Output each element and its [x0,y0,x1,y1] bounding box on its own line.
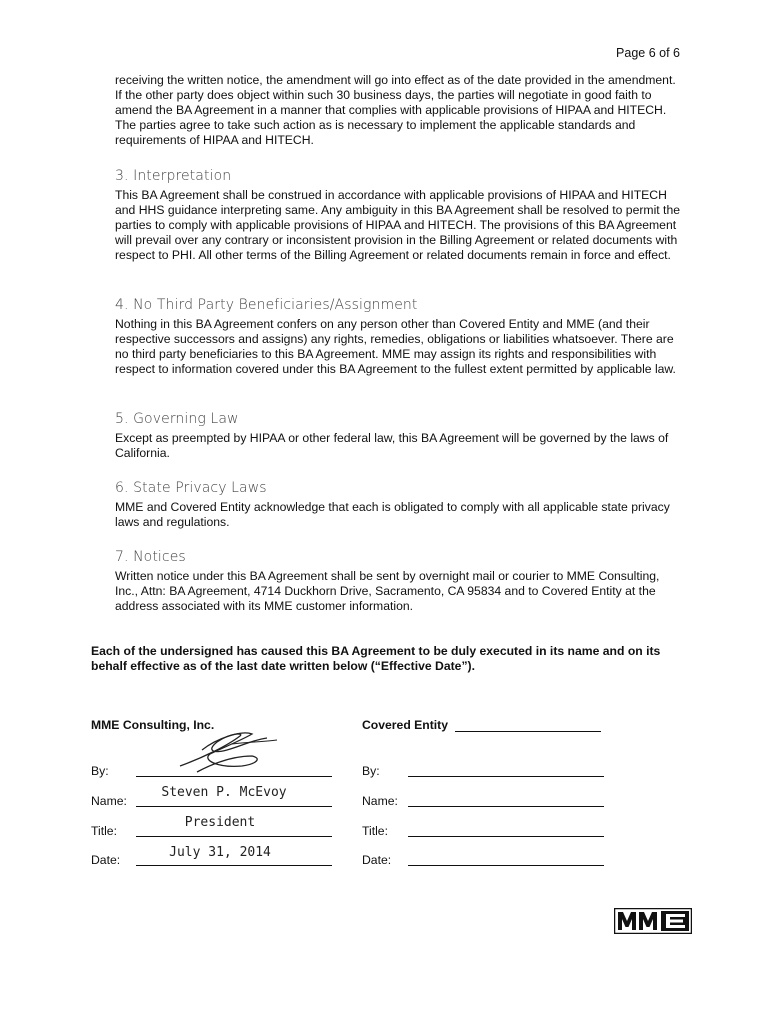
party-name: MME Consulting, Inc. [91,718,215,732]
party-name-line [455,731,601,732]
date-label: Date: [91,853,121,867]
intro-paragraph: receiving the written notice, the amendment will go into effect as of the date provided in the amendment. If the other party does object within such 30 business days, the parties will negotiate in good faith to amend the BA Agreement in a manner that complies with applicable provisions of HIPAA and HITECH. The parties agree to take such action as is necessary to implement the applicable standards and requirements of HIPAA and HITECH. [115,73,676,147]
execution-statement: Each of the undersigned has caused this BA Agreement to be duly executed in its name and on its behalf effective as of the last date written below (“Effective Date”). [91,644,661,673]
section-body: This BA Agreement shall be construed in accordance with applicable provisions of HIPAA and HITECH and HHS guidance interpreting same. Any ambiguity in this BA Agreement shall be resolved to permit the parties to comply with applicable provisions of HIPAA and HITECH. The provisions of this BA Agreement will prevail over any contrary or inconsistent provision in the Billing Agreement or related documents with respect to PHI. All other terms of the Billing Agreement or related documents remain in force and effect. [115,188,680,262]
by-line [136,776,332,777]
section-heading: 3. Interpretation [115,168,232,184]
date-line [408,865,604,866]
by-label: By: [362,764,380,778]
title-label: Title: [362,824,388,838]
date-line [136,865,332,866]
name-value: Steven P. McEvoy [161,785,287,800]
page-number: Page 6 of 6 [616,46,680,60]
title-line [136,836,332,837]
section-heading: 6. State Privacy Laws [115,480,267,496]
party-name: Covered Entity [362,718,449,732]
section-heading: 4. No Third Party Beneficiaries/Assignment [115,297,418,313]
name-label: Name: [362,794,398,808]
section-body: Nothing in this BA Agreement confers on any person other than Covered Entity and MME (and their respective successors and assigns) any rights, remedies, obligations or liabilities whatsoever. There are no third party beneficiaries to this BA Agreement. MME may assign its rights and responsibilities with respect to information covered under this BA Agreement to the fullest extent permitted by applicable law. [115,317,676,376]
handwritten-signature [172,728,282,778]
title-value: President [184,815,256,830]
section-body: Written notice under this BA Agreement shall be sent by overnight mail or courier to MME Consulting, Inc., Attn: BA Agreement, 4714 Duckhorn Drive, Sacramento, CA 95834 and to Covered Entity at the address associated with its MME customer information. [115,569,660,613]
by-label: By: [91,764,109,778]
section-heading: 7. Notices [115,549,186,565]
title-line [408,836,604,837]
section-heading: 5. Governing Law [115,411,239,427]
mme-logo [614,908,692,934]
section-body: Except as preempted by HIPAA or other federal law, this BA Agreement will be governed by the laws of California. [115,431,669,460]
by-line [408,776,604,777]
title-label: Title: [91,824,117,838]
section-body: MME and Covered Entity acknowledge that each is obligated to comply with all applicable state privacy laws and regulations. [115,500,670,529]
date-label: Date: [362,853,392,867]
name-line [136,806,332,807]
date-value: July 31, 2014 [169,845,271,860]
name-line [408,806,604,807]
name-label: Name: [91,794,127,808]
